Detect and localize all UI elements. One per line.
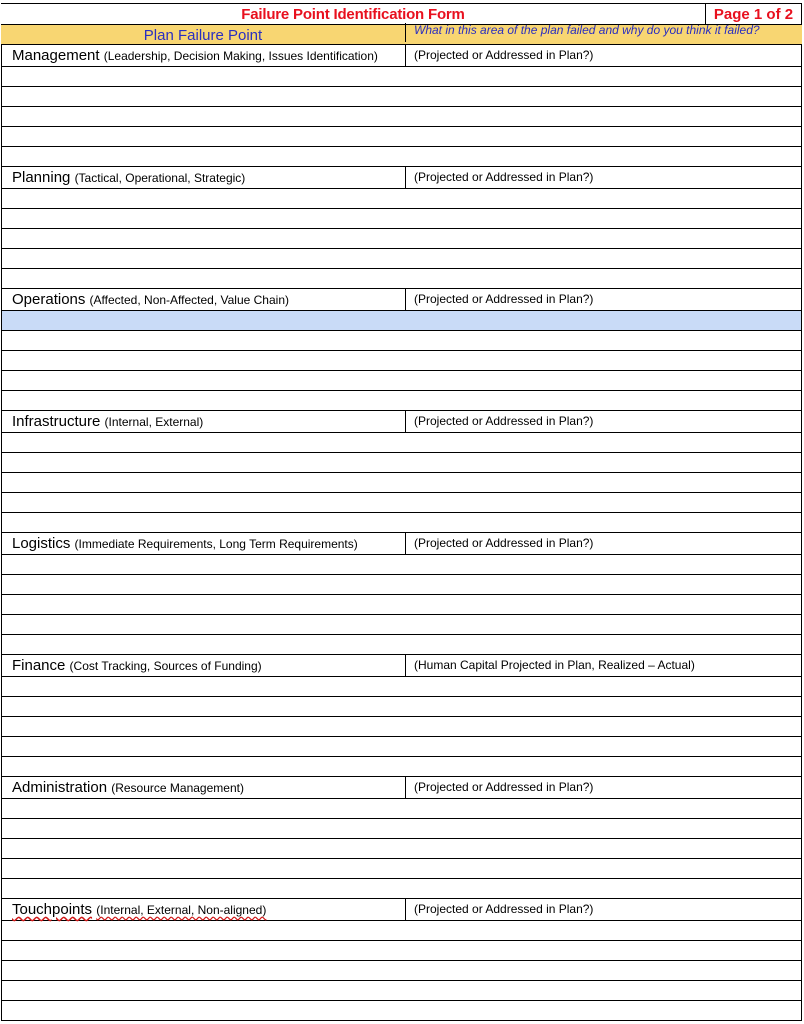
section-prompt[interactable]: (Projected or Addressed in Plan?) — [405, 45, 801, 66]
section-prompt[interactable]: (Projected or Addressed in Plan?) — [405, 899, 801, 920]
section-label — [12, 535, 358, 553]
entry-line[interactable] — [2, 615, 801, 635]
section-label — [12, 901, 266, 919]
entry-line[interactable] — [2, 473, 801, 493]
section-detail: (Tactical, Operational, Strategic) — [74, 171, 246, 185]
entry-line[interactable] — [2, 555, 801, 575]
entry-line[interactable] — [2, 697, 801, 717]
section-detail: (Internal, External, Non-aligned) — [96, 903, 267, 917]
entry-line[interactable] — [2, 493, 801, 513]
section-title: Administration — [12, 779, 108, 796]
section-detail: (Affected, Non-Affected, Value Chain) — [89, 293, 289, 307]
section-label — [12, 779, 244, 797]
entry-line[interactable] — [2, 757, 801, 777]
section-title: Management — [12, 47, 100, 64]
entry-line[interactable] — [2, 513, 801, 533]
entry-line[interactable] — [2, 879, 801, 899]
entry-line[interactable] — [2, 737, 801, 757]
entry-line[interactable] — [2, 819, 801, 839]
entry-line[interactable] — [2, 799, 801, 819]
section-title: Finance — [12, 657, 66, 674]
section-detail: (Cost Tracking, Sources of Funding) — [69, 659, 262, 673]
section-title: Infrastructure — [12, 413, 101, 430]
section-management — [1, 45, 802, 167]
entry-line-selected[interactable] — [2, 311, 801, 331]
section-detail: (Leadership, Decision Making, Issues Identification) — [103, 49, 378, 63]
section-prompt[interactable]: (Projected or Addressed in Plan?) — [405, 533, 801, 554]
section-infrastructure — [1, 411, 802, 533]
section-prompt[interactable]: (Projected or Addressed in Plan?) — [405, 411, 801, 432]
entry-line[interactable] — [2, 575, 801, 595]
entry-line[interactable] — [2, 127, 801, 147]
entry-line[interactable] — [2, 635, 801, 655]
section-prompt[interactable]: (Projected or Addressed in Plan?) — [405, 777, 801, 798]
entry-line[interactable] — [2, 391, 801, 411]
section-header — [2, 167, 801, 189]
section-prompt[interactable]: (Human Capital Projected in Plan, Realized – Actual) — [405, 655, 801, 676]
title-row — [1, 3, 802, 25]
entry-line[interactable] — [2, 453, 801, 473]
entry-line[interactable] — [2, 981, 801, 1001]
section-title: Operations — [12, 291, 86, 308]
section-detail: (Immediate Requirements, Long Term Requirements) — [74, 537, 358, 551]
entry-line[interactable] — [2, 595, 801, 615]
entry-line[interactable] — [2, 87, 801, 107]
failure-reason-header: What in this area of the plan failed and why do you think it failed? — [405, 23, 802, 42]
section-header — [2, 411, 801, 433]
section-header — [2, 45, 801, 67]
entry-line[interactable] — [2, 677, 801, 697]
section-label — [12, 657, 262, 675]
section-label — [12, 169, 245, 187]
page-indicator: Page 1 of 2 — [705, 4, 802, 25]
form-title: Failure Point Identification Form — [241, 6, 465, 23]
section-operations — [1, 289, 802, 411]
section-header — [2, 777, 801, 799]
entry-line[interactable] — [2, 351, 801, 371]
entry-line[interactable] — [2, 433, 801, 453]
entry-line[interactable] — [2, 229, 801, 249]
section-header — [2, 289, 801, 311]
section-administration — [1, 777, 802, 899]
section-title: Logistics — [12, 535, 71, 552]
entry-line[interactable] — [2, 717, 801, 737]
entry-line[interactable] — [2, 67, 801, 87]
section-detail: (Resource Management) — [111, 781, 244, 795]
entry-line[interactable] — [2, 107, 801, 127]
plan-failure-point-header: Plan Failure Point — [143, 27, 263, 44]
entry-line[interactable] — [2, 147, 801, 167]
section-title: Planning — [12, 169, 71, 186]
section-prompt[interactable]: (Projected or Addressed in Plan?) — [405, 167, 801, 188]
entry-line[interactable] — [2, 1001, 801, 1021]
section-touchpoints — [1, 899, 802, 1021]
section-header — [2, 655, 801, 677]
entry-line[interactable] — [2, 209, 801, 229]
entry-line[interactable] — [2, 249, 801, 269]
column-header-row — [1, 24, 802, 45]
section-prompt[interactable]: (Projected or Addressed in Plan?) — [405, 289, 801, 310]
entry-line[interactable] — [2, 189, 801, 209]
section-planning — [1, 167, 802, 289]
entry-line[interactable] — [2, 839, 801, 859]
entry-line[interactable] — [2, 859, 801, 879]
section-label — [12, 291, 289, 309]
entry-line[interactable] — [2, 269, 801, 289]
section-finance — [1, 655, 802, 777]
entry-line[interactable] — [2, 941, 801, 961]
section-logistics — [1, 533, 802, 655]
entry-line[interactable] — [2, 961, 801, 981]
entry-line[interactable] — [2, 331, 801, 351]
entry-line[interactable] — [2, 921, 801, 941]
section-header — [2, 533, 801, 555]
entry-line[interactable] — [2, 371, 801, 391]
section-detail: (Internal, External) — [104, 415, 204, 429]
section-label — [12, 47, 378, 65]
section-header — [2, 899, 801, 921]
section-title: Touchpoints — [12, 901, 93, 918]
section-label — [12, 413, 203, 431]
